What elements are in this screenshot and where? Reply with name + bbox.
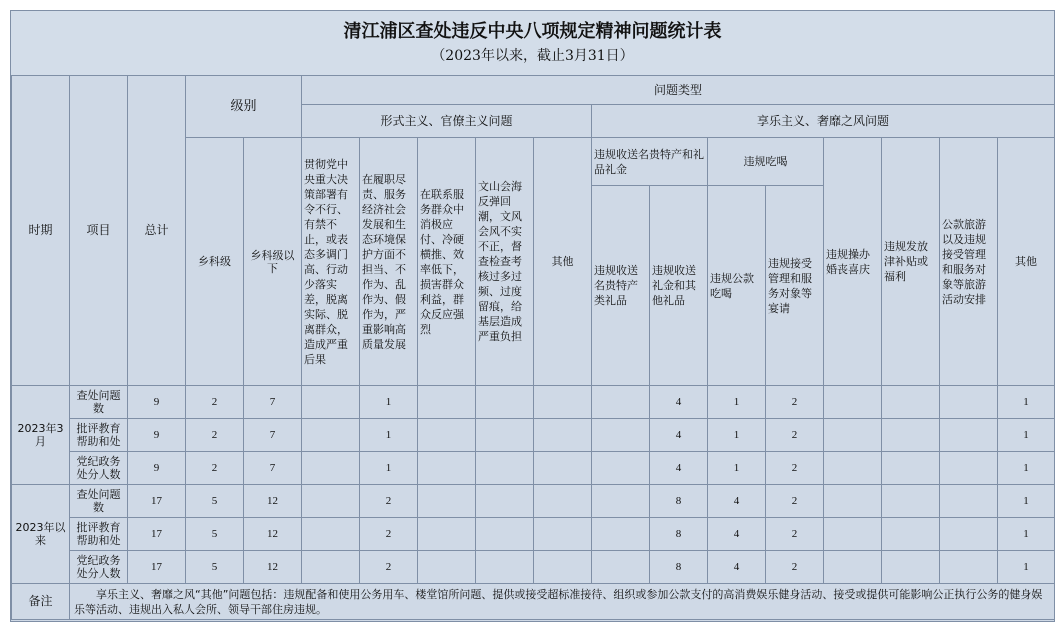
statistics-sheet: [10, 10, 1055, 622]
header-level-town: 乡科级: [186, 138, 244, 386]
header-wedding: 违规操办婚丧喜庆: [824, 138, 882, 386]
cell-below: 7: [244, 386, 302, 419]
table-row: [12, 551, 1055, 584]
cell-travel: [940, 419, 998, 452]
cell-total: 17: [128, 551, 186, 584]
header-item: 项目: [70, 76, 128, 386]
cell-f3: [418, 518, 476, 551]
table-row: [12, 452, 1055, 485]
header-hedonism-other: 其他: [998, 138, 1055, 386]
cell-subsidy: [882, 386, 940, 419]
cell-f3: [418, 452, 476, 485]
cell-town: 5: [186, 485, 244, 518]
cell-meal-b: 2: [766, 551, 824, 584]
cell-wedding: [824, 386, 882, 419]
cell-gift-b: 4: [650, 419, 708, 452]
cell-below: 12: [244, 485, 302, 518]
cell-subsidy: [882, 419, 940, 452]
header-formalism-3: 在联系服务群众中消极应付、冷硬横推、效率低下，损害群众利益，群众反应强烈: [418, 138, 476, 386]
note-label: 备注: [12, 584, 70, 620]
cell-other: 1: [998, 386, 1055, 419]
cell-f2: 2: [360, 518, 418, 551]
cell-f5: [534, 485, 592, 518]
row-item: 党纪政务处分人数: [70, 551, 128, 584]
cell-town: 2: [186, 386, 244, 419]
cell-other: 1: [998, 551, 1055, 584]
cell-f5: [534, 419, 592, 452]
table-title: 清江浦区查处违反中央八项规定精神问题统计表: [343, 21, 722, 42]
header-travel: 公款旅游以及违规接受管理和服务对象等旅游活动安排: [940, 138, 998, 386]
cell-gift-a: [592, 452, 650, 485]
cell-travel: [940, 452, 998, 485]
cell-subsidy: [882, 485, 940, 518]
cell-gift-a: [592, 419, 650, 452]
cell-f3: [418, 485, 476, 518]
header-hedonism: 享乐主义、奢靡之风问题: [592, 105, 1055, 138]
cell-wedding: [824, 485, 882, 518]
cell-total: 9: [128, 386, 186, 419]
cell-meal-a: 1: [708, 452, 766, 485]
title-block: [11, 11, 1054, 76]
cell-gift-b: 8: [650, 518, 708, 551]
cell-f3: [418, 551, 476, 584]
cell-travel: [940, 485, 998, 518]
cell-other: 1: [998, 518, 1055, 551]
cell-subsidy: [882, 551, 940, 584]
cell-other: 1: [998, 485, 1055, 518]
header-level-below: 乡科级以下: [244, 138, 302, 386]
cell-town: 2: [186, 419, 244, 452]
cell-meal-b: 2: [766, 386, 824, 419]
cell-f4: [476, 518, 534, 551]
note-text: 享乐主义、奢靡之风“其他”问题包括：违规配备和使用公务用车、楼堂馆所问题、提供或接受超标准接待、组织或参加公款支付的高消费娱乐健身活动、接受或提供可能影响公正执行公务的健身娱乐等活动、违规出入私人会所、领导干部住房违规。: [70, 584, 1055, 620]
cell-below: 7: [244, 419, 302, 452]
header-level: 级别: [186, 76, 302, 138]
header-meal: 违规吃喝: [708, 138, 824, 186]
cell-f1: [302, 386, 360, 419]
cell-gift-b: 4: [650, 452, 708, 485]
cell-f4: [476, 419, 534, 452]
cell-f5: [534, 518, 592, 551]
cell-meal-a: 4: [708, 551, 766, 584]
cell-meal-b: 2: [766, 419, 824, 452]
cell-town: 5: [186, 551, 244, 584]
cell-total: 17: [128, 518, 186, 551]
header-total: 总计: [128, 76, 186, 386]
header-formalism-1: 贯彻党中央重大决策部署有令不行、有禁不止，或表态多调门高、行动少落实差，脱离实际、脱离群众，造成严重后果: [302, 138, 360, 386]
table-row: [12, 386, 1055, 419]
cell-f1: [302, 485, 360, 518]
cell-other: 1: [998, 452, 1055, 485]
header-subsidy: 违规发放津补贴或福利: [882, 138, 940, 386]
cell-total: 9: [128, 452, 186, 485]
cell-f1: [302, 419, 360, 452]
cell-meal-a: 1: [708, 419, 766, 452]
cell-gift-b: 8: [650, 551, 708, 584]
header-formalism: 形式主义、官僚主义问题: [302, 105, 592, 138]
cell-meal-a: 4: [708, 518, 766, 551]
row-item: 查处问题数: [70, 386, 128, 419]
cell-travel: [940, 518, 998, 551]
header-formalism-2: 在履职尽责、服务经济社会发展和生态环境保护方面不担当、不作为、乱作为、假作为，严重影响高质量发展: [360, 138, 418, 386]
cell-total: 9: [128, 419, 186, 452]
cell-meal-b: 2: [766, 485, 824, 518]
cell-wedding: [824, 452, 882, 485]
cell-travel: [940, 386, 998, 419]
cell-f4: [476, 551, 534, 584]
cell-f2: 2: [360, 551, 418, 584]
cell-f4: [476, 452, 534, 485]
cell-gift-a: [592, 485, 650, 518]
row-item: 查处问题数: [70, 485, 128, 518]
cell-gift-b: 4: [650, 386, 708, 419]
cell-total: 17: [128, 485, 186, 518]
cell-f2: 2: [360, 485, 418, 518]
cell-meal-a: 1: [708, 386, 766, 419]
cell-f4: [476, 386, 534, 419]
cell-f1: [302, 551, 360, 584]
header-gift-b: 违规收送礼金和其他礼品: [650, 186, 708, 386]
header-gift-a: 违规收送名贵特产类礼品: [592, 186, 650, 386]
cell-f1: [302, 452, 360, 485]
table-row: [12, 518, 1055, 551]
cell-below: 7: [244, 452, 302, 485]
header-formalism-4: 文山会海反弹回潮，文风会风不实不正，督查检查考核过多过频、过度留痕，给基层造成严重负担: [476, 138, 534, 386]
cell-f5: [534, 386, 592, 419]
cell-f2: 1: [360, 419, 418, 452]
row-item: 批评教育帮助和处: [70, 518, 128, 551]
cell-other: 1: [998, 419, 1055, 452]
cell-gift-b: 8: [650, 485, 708, 518]
header-gift: 违规收送名贵特产和礼品礼金: [592, 138, 708, 186]
row-item: 批评教育帮助和处: [70, 419, 128, 452]
row-item: 党纪政务处分人数: [70, 452, 128, 485]
period-label: 2023年以来: [12, 485, 70, 584]
table-subtitle: （2023年以来，截止3月31日）: [431, 48, 634, 64]
cell-wedding: [824, 419, 882, 452]
cell-below: 12: [244, 551, 302, 584]
cell-f2: 1: [360, 386, 418, 419]
cell-gift-a: [592, 551, 650, 584]
cell-subsidy: [882, 452, 940, 485]
cell-f2: 1: [360, 452, 418, 485]
cell-subsidy: [882, 518, 940, 551]
cell-town: 2: [186, 452, 244, 485]
header-period: 时期: [12, 76, 70, 386]
cell-meal-b: 2: [766, 518, 824, 551]
cell-wedding: [824, 551, 882, 584]
period-label: 2023年3月: [12, 386, 70, 485]
note-row: [12, 584, 1055, 620]
cell-f5: [534, 551, 592, 584]
cell-gift-a: [592, 518, 650, 551]
cell-wedding: [824, 518, 882, 551]
header-meal-a: 违规公款吃喝: [708, 186, 766, 386]
cell-f5: [534, 452, 592, 485]
table-row: [12, 419, 1055, 452]
cell-travel: [940, 551, 998, 584]
header-formalism-other: 其他: [534, 138, 592, 386]
statistics-table: [11, 75, 1055, 620]
cell-f1: [302, 518, 360, 551]
cell-below: 12: [244, 518, 302, 551]
cell-f4: [476, 485, 534, 518]
cell-gift-a: [592, 386, 650, 419]
cell-meal-b: 2: [766, 452, 824, 485]
cell-f3: [418, 419, 476, 452]
cell-meal-a: 4: [708, 485, 766, 518]
header-problem-type: 问题类型: [302, 76, 1055, 105]
cell-f3: [418, 386, 476, 419]
header-meal-b: 违规接受管理和服务对象等宴请: [766, 186, 824, 386]
table-row: [12, 485, 1055, 518]
cell-town: 5: [186, 518, 244, 551]
